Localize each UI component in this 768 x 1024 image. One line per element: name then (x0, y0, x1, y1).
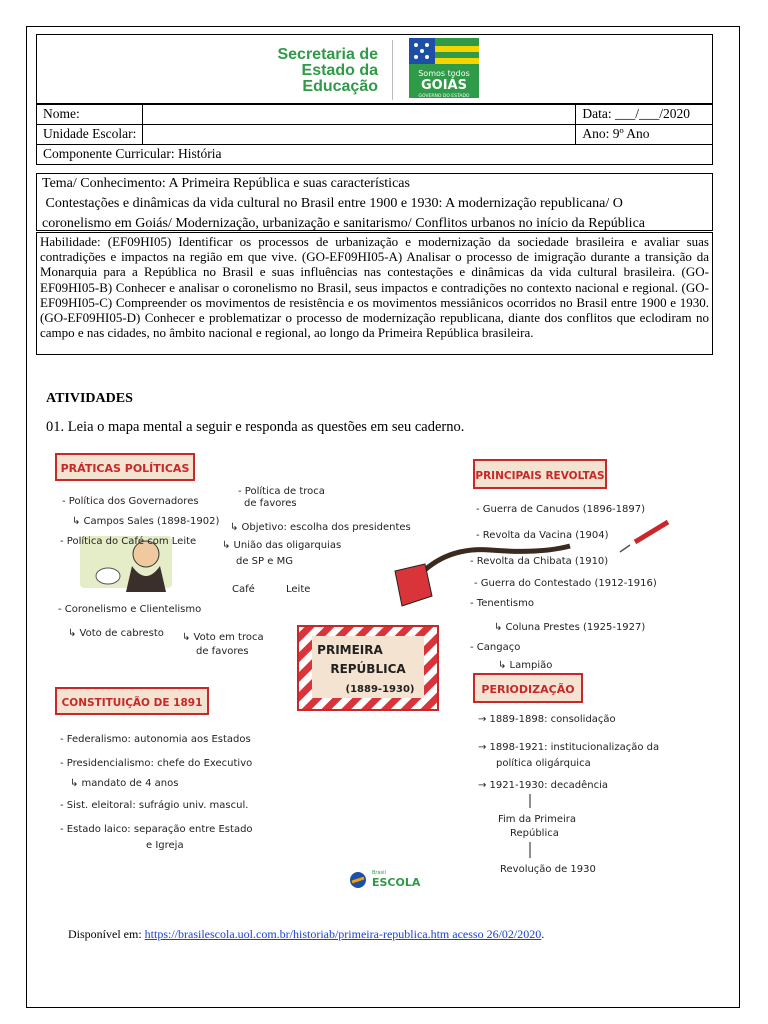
flag-text-2: GOIÁS (421, 78, 467, 93)
ct-item-1: - Federalismo: autonomia aos Estados (60, 734, 251, 745)
source-link[interactable]: https://brasilescola.uol.com.br/historiab/primeira-republica.htm acesso 26/02/2020 (144, 927, 542, 941)
pd-item-2: → 1898-1921: institucionalização da (478, 742, 660, 753)
pd-item-4: Fim da Primeira (498, 814, 577, 825)
center-years: (1889-1930) (345, 684, 415, 695)
rv-item-8: ↳ Lampião (498, 660, 553, 671)
logo-separator (392, 40, 393, 100)
data-field[interactable]: Data: ___/___/2020 (576, 105, 713, 125)
rv-item-6: ↳ Coluna Prestes (1925-1927) (494, 622, 646, 633)
student-info-table (36, 104, 713, 165)
pr-item-6: - Coronelismo e Clientelismo (58, 604, 202, 615)
question-1: 01. Leia o mapa mental a seguir e responda as questões em seu caderno. (46, 419, 465, 435)
nome-label: Nome: (37, 105, 143, 125)
ct-item-4: - Sist. eleitoral: sufrágio univ. mascul. (60, 800, 249, 811)
nome-field[interactable] (143, 105, 576, 125)
componente-curricular: Componente Curricular: História (37, 145, 713, 165)
secretaria-logo-text (268, 47, 378, 95)
rv-item-1: - Guerra de Canudos (1896-1897) (476, 504, 646, 515)
ct-item-5b: e Igreja (146, 840, 184, 851)
pd-item-4b: República (510, 828, 559, 839)
rv-item-5: - Tenentismo (470, 598, 534, 609)
goias-flag-icon (407, 36, 481, 102)
pr-item-1a: ↳ Campos Sales (1898-1902) (72, 516, 220, 527)
pr-item-8b: de favores (196, 646, 249, 657)
syringe-icon (620, 522, 668, 552)
revoltas-title-box (474, 460, 606, 488)
pr-item-7: ↳ Voto de cabresto (68, 628, 164, 639)
flag-text-1: Somos todos (418, 69, 470, 78)
pr-leite: Leite (286, 584, 311, 595)
unidade-field[interactable] (143, 125, 576, 145)
mind-map (50, 446, 718, 896)
pd-item-2b: política oligárquica (496, 758, 591, 769)
ct-item-2: - Presidencialismo: chefe do Executivo (60, 758, 253, 769)
pd-item-5: Revolução de 1930 (500, 864, 596, 875)
logo-line-2: Estado da (301, 62, 378, 79)
brand-name: ESCOLA (372, 876, 421, 889)
pr-item-2: - Política de troca (238, 486, 325, 497)
pr-item-1: - Política dos Governadores (62, 496, 199, 507)
tema-line-2: Contestações e dinâmicas da vida cultural no Brasil entre 1900 e 1930: A modernização republicana/ O (42, 196, 623, 211)
center-box (298, 626, 438, 710)
pr-item-5: ↳ União das oligarquias (222, 540, 342, 551)
pd-item-1: → 1889-1898: consolidação (478, 714, 616, 725)
rv-item-4: - Guerra do Contestado (1912-1916) (474, 578, 657, 589)
footer-source (68, 927, 544, 942)
ct-item-5: - Estado laico: separação entre Estado (60, 824, 253, 835)
flag-text-3: GOVERNO DO ESTADO (418, 94, 470, 99)
habilidade-box: Habilidade: (EF09HI05) Identificar os processos de urbanização e modernização da sociedade brasileira e avaliar suas contradições e impactos na região em que vive. (GO-EF09HI05-A) Analisar o processo de imigração durante a transição da Monarquia para a República no Brasil e suas influências nas contestações e dinâmicas da vida cultural brasileira. (GO-EF09HI05-B) Conhecer e analisar o coronelismo no Brasil, seus impactos e contradições no contexto nacional e regional. (GO-EF09HI05-C) Compreender os movimentos de resistência e os movimentos messiânicos ocorridos no Brasil entre 1900 e 1930. (GO-EF09HI05-D) Conhecer e problematizar o processo de modernização republicana, diante dos conflitos que eclodiram no campo e nas cidades, no âmbito nacional e regional, ao longo da Primeira República brasileira. (36, 232, 713, 355)
const-title: CONSTITUIÇÃO DE 1891 (61, 697, 203, 709)
pr-item-3: ↳ Objetivo: escolha dos presidentes (230, 522, 411, 533)
pr-item-4: - Política do Café com Leite (60, 536, 197, 547)
praticas-title-box (56, 454, 194, 480)
center-title-1: PRIMEIRA (317, 643, 383, 657)
revoltas-title: PRINCIPAIS REVOLTAS (475, 470, 605, 482)
footer-suffix: . (541, 927, 545, 941)
logo-line-1: Secretaria de (277, 46, 378, 63)
tema-box (36, 173, 713, 231)
logo-line-3: Educação (302, 78, 378, 95)
period-title: PERIODIZAÇÃO (481, 683, 575, 696)
pr-item-5b: de SP e MG (236, 556, 293, 567)
pr-cafe: Café (232, 584, 255, 595)
tema-line-3: coronelismo em Goiás/ Modernização, urbanização e sanitarismo/ Conflitos urbanos no início da República (42, 216, 645, 231)
rv-item-7: - Cangaço (470, 642, 521, 653)
unidade-label: Unidade Escolar: (37, 125, 143, 145)
atividades-title: ATIVIDADES (46, 391, 133, 406)
period-title-box (474, 674, 582, 702)
whip-illustration (395, 546, 570, 606)
pr-item-8: ↳ Voto em troca (182, 632, 264, 643)
ano-field: Ano: 9º Ano (576, 125, 713, 145)
center-title-2: REPÚBLICA (330, 662, 406, 676)
brasil-escola-logo (350, 870, 421, 889)
rv-item-3: - Revolta da Chibata (1910) (470, 556, 609, 567)
pd-item-3: → 1921-1930: decadência (478, 780, 608, 791)
ct-item-3: ↳ mandato de 4 anos (70, 778, 179, 789)
brand-small: Brasil (372, 870, 386, 876)
footer-prefix: Disponível em: (68, 927, 145, 941)
const-title-box (56, 688, 208, 714)
praticas-title: PRÁTICAS POLÍTICAS (60, 462, 190, 475)
pr-item-2b: de favores (244, 498, 297, 509)
rv-item-2: - Revolta da Vacina (1904) (476, 530, 609, 541)
tema-line-1: Tema/ Conhecimento: A Primeira República e suas características (42, 176, 410, 191)
